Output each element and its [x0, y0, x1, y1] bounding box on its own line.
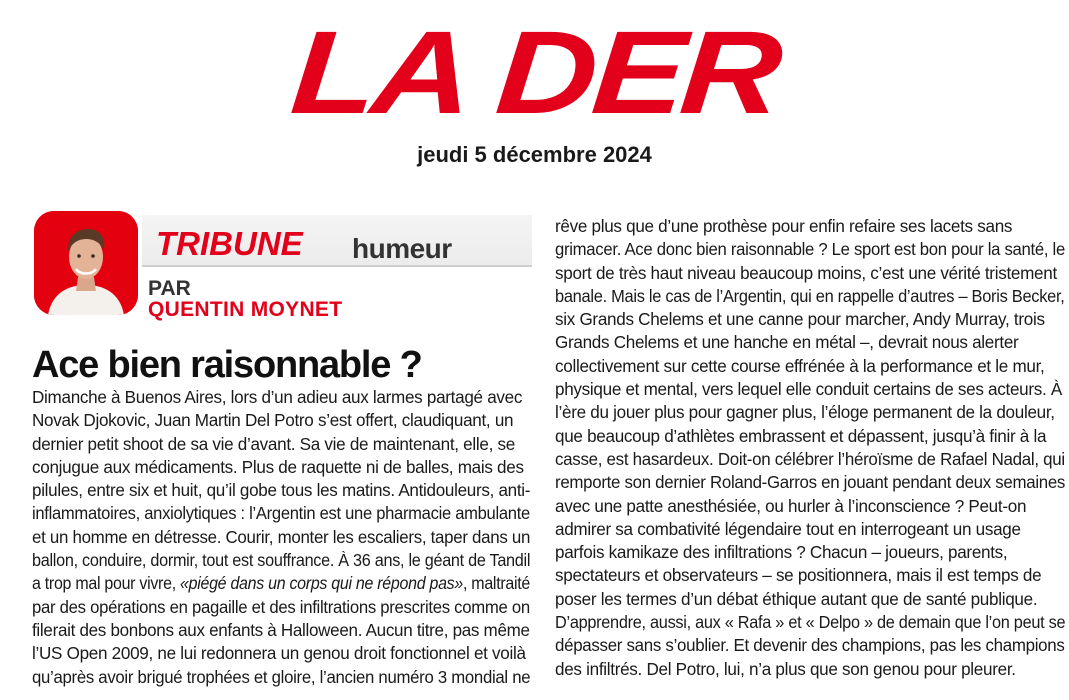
article-line: ballon, conduire, dormir, tout est souffrance. À 36 ans, le géant de Tandil — [32, 551, 531, 571]
article-line: collectivement sur cette course effrénée à la performance et le mur, — [555, 356, 1045, 376]
article-line: casse, est hasardeux. Doit-on célébrer l’héroïsme de Rafael Nadal, qui — [555, 449, 1065, 469]
article-line: physique et mental, vers lequel elle conduit certains de ses acteurs. À — [555, 380, 1062, 400]
tribune-label: TRIBUNE — [156, 225, 303, 262]
byline-par: PAR — [148, 277, 191, 300]
article-column-left — [32, 386, 530, 689]
article-column-right — [555, 215, 1065, 681]
article-line: a trop mal pour vivre, «piégé dans un corps qui ne répond pas», maltraité — [32, 574, 531, 594]
byline-author: QUENTIN MOYNET — [148, 298, 343, 321]
article-line: qu’après avoir brigué trophées et gloire, l’ancien numéro 3 mondial ne — [32, 667, 531, 687]
article-line: parfois kamikaze des infiltrations ? Chacun – joueurs, parents, — [555, 543, 1008, 563]
article-line: des infiltrés. Del Potro, lui, n’a plus que son genou pour pleurer. — [555, 659, 1016, 679]
article-line: inflammatoires, anxiolytiques : l’Argentin est une pharmacie ambulante — [32, 504, 530, 524]
publication-date: jeudi 5 décembre 2024 — [417, 142, 652, 167]
masthead-title: LA DER — [286, 7, 783, 139]
article-line: admirer sa combativité légendaire tout en interrogeant un usage — [555, 519, 1021, 539]
article-line: conjugue aux médicaments. Plus de raquette ni de balles, mais des — [32, 457, 524, 477]
article-line: banale. Mais le cas de l’Argentin, qui en rappelle d’autres – Boris Becker, — [555, 286, 1065, 306]
article-line: grimacer. Ace donc bien raisonnable ? Le sport est bon pour la santé, le — [555, 240, 1065, 260]
article-line: Grands Chelems et une hanche en métal –, devrait nous alerter — [555, 333, 1019, 353]
article-line: avec une patte anesthésiée, ou hurler à l’inconscience ? Peut-on — [555, 496, 1027, 516]
author-avatar — [34, 211, 138, 315]
article-line: sport de très haut niveau beaucoup moins, c’est une vérité tristement — [555, 263, 1057, 283]
article-line: poser les termes d’un débat éthique autant que de santé publique. — [555, 589, 1038, 609]
article-line: Novak Djokovic, Juan Martin Del Potro s’est offert, claudiquant, un — [32, 411, 514, 431]
article-line: dépasser sans s’oublier. Et devenir des champions, pas les champions — [555, 636, 1065, 656]
article-line: spectateurs et observateurs – se positionnera, mais il est temps de — [555, 566, 1042, 586]
author-portrait-icon — [34, 211, 138, 315]
article-line: pilules, entre six et huit, qu’il gobe tous les matins. Antidouleurs, anti- — [32, 481, 531, 501]
article-line: six Grands Chelems et une canne pour marcher, Andy Murray, trois — [555, 310, 1045, 330]
article-line: Dimanche à Buenos Aires, lors d’un adieu aux larmes partagé avec — [32, 388, 523, 407]
article-headline: Ace bien raisonnable ? — [32, 344, 422, 386]
article-line: D’apprendre, aussi, aux « Rafa » et « Delpo » de demain que l’on peut se — [555, 613, 1066, 633]
article-line: dernier petit shoot de sa vie d’avant. Sa vie de maintenant, elle, se — [32, 434, 515, 454]
article-line: par des opérations en pagaille et des infiltrations prescrites comme on — [32, 597, 530, 617]
article-line: et un homme en détresse. Courir, monter les escaliers, taper dans un — [32, 527, 531, 547]
article-line: rêve plus que d’une prothèse pour enfin refaire ses lacets sans — [555, 217, 1013, 236]
article-line: que beaucoup d’athlètes embrassent et dépassent, jusqu’à finir à la — [555, 426, 1047, 446]
article-line: l’US Open 2009, ne lui redonnera un genou droit fonctionnel et voilà — [32, 644, 526, 664]
humeur-label: humeur — [352, 233, 452, 264]
article-line: remporte son dernier Roland-Garros en jouant pendant deux semaines — [555, 473, 1066, 493]
article-line: l’ère du jouer plus pour gagner plus, l’éloge permanent de la douleur, — [555, 403, 1055, 423]
article-line: filerait des bonbons aux enfants à Halloween. Aucun titre, pas même — [32, 620, 530, 640]
